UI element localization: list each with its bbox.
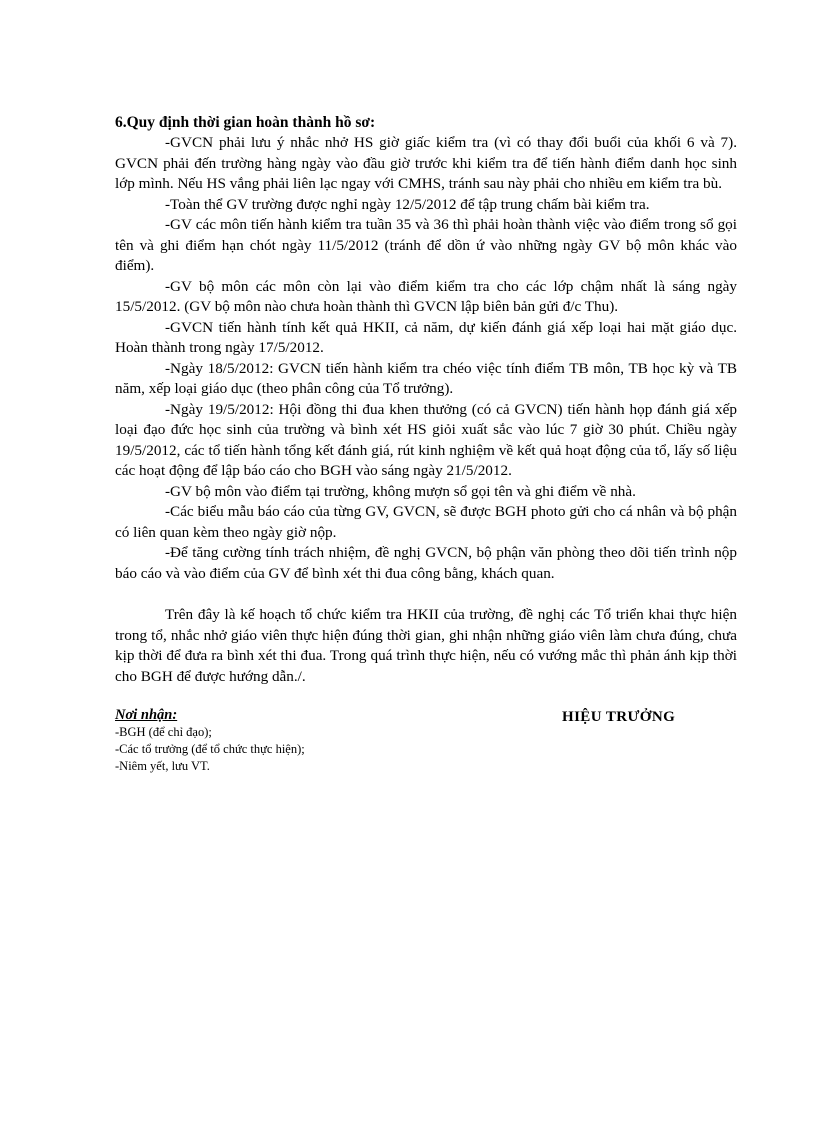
signer-title: HIỆU TRƯỞNG: [562, 709, 676, 725]
paragraph-homeroom-reminder: -GVCN phải lưu ý nhắc nhở HS giờ giấc kiểm tra (vì có thay đổi buổi của khối 6 và 7). GVCN phải đến trường hàng ngày vào đầu giờ trước khi kiểm tra để tiến hành điểm danh học sinh lớp mình. Nếu HS vắng phải liên lạc ngay với CMHS, tránh sau này phải cho nhiều em kiểm tra bù.: [115, 134, 737, 192]
document-page: [115, 113, 737, 786]
paragraph-weeks-35-36-deadline: -GV các môn tiến hành kiểm tra tuần 35 và 36 thì phải hoàn thành việc vào điểm trong sổ gọi tên và ghi điểm hạn chót ngày 11/5/2012 (tránh để dồn ứ vào những ngày GV bộ môn khác vào điểm).: [115, 216, 737, 274]
paragraph-council-meeting: -Ngày 19/5/2012: Hội đồng thi đua khen thưởng (có cả GVCN) tiến hành họp đánh giá xếp loại đạo đức học sinh của trường và bình xét HS giỏi xuất sắc vào lúc 7 giờ 30 phút. Chiều ngày 19/5/2012, các tổ tiến hành tổng kết đánh giá, rút kinh nghiệm về kết quả hoạt động của tổ, lấy số liệu các hoạt động để lập báo cáo cho BGH vào sáng ngày 21/5/2012.: [115, 400, 737, 479]
recipient-item: -Các tổ trưởng (để tổ chức thực hiện);: [115, 742, 305, 756]
recipients-title: Nơi nhận:: [115, 707, 178, 723]
paragraph-cross-check: -Ngày 18/5/2012: GVCN tiến hành kiểm tra chéo việc tính điểm TB môn, TB học kỳ và TB năm, xếp loại giáo dục (theo phân công của Tổ trưởng).: [115, 359, 737, 397]
paragraph-grading-day-off: -Toàn thể GV trường được nghỉ ngày 12/5/2012 để tập trung chấm bài kiểm tra.: [165, 195, 650, 213]
recipients-block: [115, 706, 445, 775]
recipient-item: -Niêm yết, lưu VT.: [115, 759, 210, 773]
conclusion-paragraph: Trên đây là kế hoạch tổ chức kiểm tra HKII của trường, đề nghị các Tổ triển khai thực hiện trong tổ, nhắc nhở giáo viên thực hiện đúng thời gian, ghi nhận những giáo viên làm chưa đúng, chưa kịp thời để đưa ra bình xét thi đua. Trong quá trình thực hiện, nếu có vướng mắc thì phản ánh kịp thời cho BGH để được hướng dẫn./.: [115, 606, 737, 685]
paragraph-remaining-subjects-deadline: -GV bộ môn các môn còn lại vào điểm kiểm tra cho các lớp chậm nhất là sáng ngày 15/5/2012. (GV bộ môn nào chưa hoàn thành thì GVCN lập biên bản gửi đ/c Thu).: [115, 277, 737, 315]
document-footer: [115, 706, 737, 786]
paragraph-hkii-results: -GVCN tiến hành tính kết quả HKII, cả năm, dự kiến đánh giá xếp loại hai mặt giáo dục. Hoàn thành trong ngày 17/5/2012.: [115, 318, 737, 356]
recipient-item: -BGH (để chỉ đạo);: [115, 725, 212, 739]
section-heading: 6.Quy định thời gian hoàn thành hồ sơ:: [115, 114, 376, 131]
paragraph-grading-at-school: -GV bộ môn vào điểm tại trường, không mượn sổ gọi tên và ghi điểm về nhà.: [165, 482, 636, 500]
paragraph-accountability: -Để tăng cường tính trách nhiệm, đề nghị GVCN, bộ phận văn phòng theo dõi tiến trình nộp báo cáo và vào điểm của GV để bình xét thi đua công bằng, khách quan.: [115, 544, 737, 582]
paragraph-report-forms: -Các biểu mẫu báo cáo của từng GV, GVCN, sẽ được BGH photo gửi cho cá nhân và bộ phận có liên quan kèm theo ngày giờ nộp.: [115, 503, 737, 541]
